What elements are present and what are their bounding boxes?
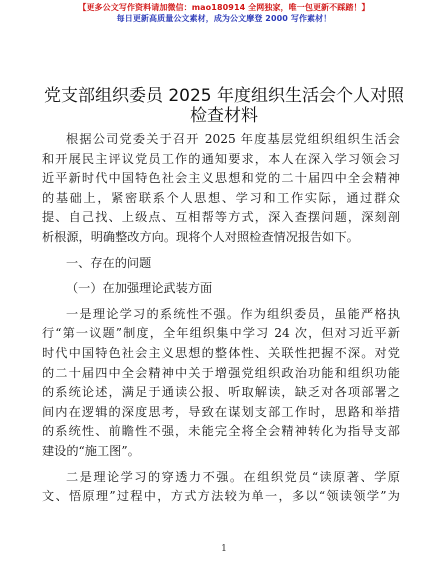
paragraph-line: 建设的“施工图”。 [42, 443, 140, 458]
document-title-line-1: 党支部组织委员 2025 年度组织生活会个人对照 [43, 86, 405, 106]
promo-banner [0, 2, 448, 24]
document-body [42, 130, 400, 507]
intro-line: 的基础上，紧密联系个人思想、学习和工作实际，通过群众 [42, 190, 400, 205]
paragraph-line: 的系统性、前瞻性不强，未能完全将全会精神转化为指导支部 [42, 424, 400, 439]
intro-paragraph [42, 130, 400, 248]
document-title [0, 86, 448, 126]
intro-line: 根据公司党委关于召开 2025 年度基层党组织组织生活会 [66, 132, 400, 146]
paragraph-systematic-learning [42, 305, 400, 462]
intro-line: 析根源，明确整改方向。现将个人对照检查情况报告如下。 [42, 229, 359, 244]
promo-banner-line-2: 每日更新高质量公文素材，成为公文摩登 2000 写作素材！ [116, 14, 332, 23]
paragraph-line: 一是理论学习的系统性不强。作为组织委员，虽能严格执 [66, 306, 400, 321]
paragraph-penetration-learning [42, 468, 400, 507]
intro-line: 和开展民主评议党员工作的通知要求，本人在深入学习领会习 [42, 151, 400, 166]
subsection-heading-theory: （一）在加强理论武装方面 [66, 281, 213, 296]
paragraph-line: 二是理论学习的穿透力不强。在组织党员“读原著、学原 [66, 469, 400, 484]
paragraph-line: 行“第一议题”制度，全年组织集中学习 24 次，但对习近平新 [42, 326, 400, 341]
paragraph-line: 间内在逻辑的深度思考，导致在谋划支部工作时，思路和举措 [42, 404, 400, 419]
intro-line: 近平新时代中国特色社会主义思想和党的二十届四中全会精神 [42, 171, 400, 186]
document-title-line-2: 检查材料 [190, 106, 258, 126]
intro-line: 提、自己找、上级点、互相帮等方式，深入查摆问题，深刻剖 [42, 210, 400, 225]
section-heading-problems: 一、存在的问题 [66, 255, 152, 270]
paragraph-line: 时代中国特色社会主义思想的整体性、关联性把握不深。对党 [42, 345, 400, 360]
paragraph-line: 的系统论述，满足于通读公报、听取解读，缺乏对各项部署之 [42, 385, 400, 400]
promo-banner-line-1: 【更多公文写作资料请加微信：mao180914 全网独家，唯一包更新不踩踏！】 [78, 3, 370, 12]
paragraph-line: 文、悟原理”过程中，方式方法较为单一，多以“领读领学”为 [42, 489, 400, 504]
paragraph-line: 的二十届四中全会精神中关于增强党组织政治功能和组织功能 [42, 365, 400, 380]
page-number: 1 [221, 544, 227, 554]
